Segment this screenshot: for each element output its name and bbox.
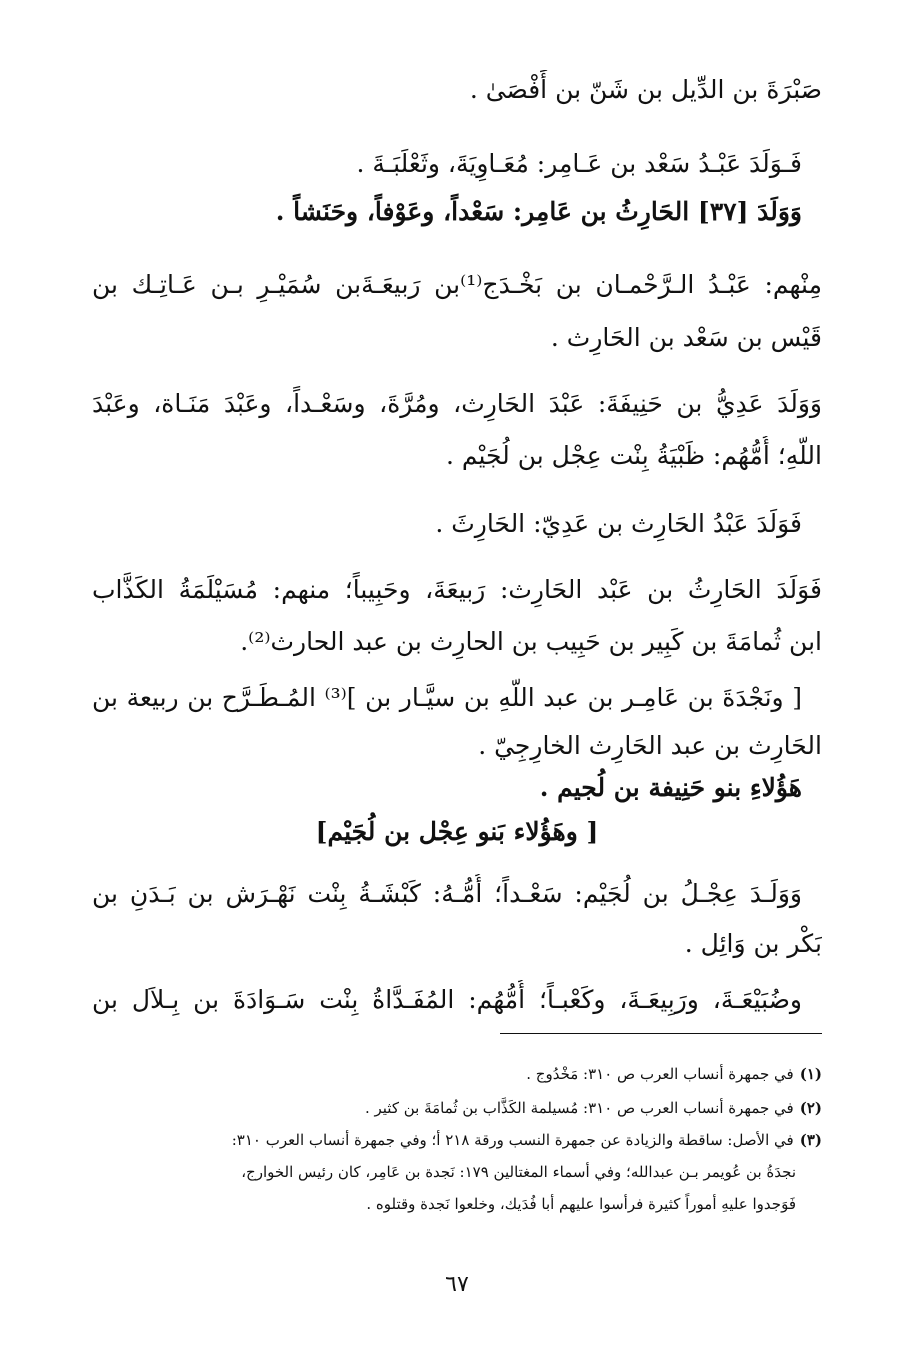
- text-line-11: [ ونَجْدَةَ بن عَامِـر بن عبد اللّهِ بن سيَّـار بن ]⁽³⁾ المُـطَـرَّح بن ربيعة بن: [92, 683, 802, 712]
- text-line-5: قَيْس بن سَعْد بن الحَارِث .: [550, 323, 822, 352]
- text-line-17: وضُبَيْعَـةَ، ورَبِيعَـةَ، وكَعْبـاً؛ أُمُّهُم: المُفَـدَّاةُ بِنْت سَـوَادَةَ بن بِـلاَل بن: [92, 985, 802, 1014]
- text-line-6: وَوَلَدَ عَدِيُّ بن حَنِيفَةَ: عَبْدَ الحَارِث، ومُرَّةَ، وسَعْـداً، وعَبْدَ مَنَـاة، وعَبْدَ: [92, 389, 822, 418]
- text-line-9: فَوَلَدَ الحَارِثُ بن عَبْد الحَارِث: رَبيعَةَ، وحَبِيباً؛ منهم: مُسَيْلَمَةُ الكَذَّاب: [92, 575, 822, 604]
- text-line-3: وَوَلَدَ [٣٧] الحَارِثُ بن عَامِر: سَعْداً، وعَوْفاً، وحَنَشاً .: [275, 197, 802, 226]
- footnote-3: [92, 1128, 822, 1152]
- text-line-12: الحَارِث بن عبد الحَارِث الخارِجِيّ .: [478, 731, 822, 760]
- footnote-text: نجدَةُ بن عُويمر بـن عبدالله؛ وفي أسماء المغتالين ١٧٩: نَجدة بن عَامِر، كان رئيس الخوارج،: [241, 1163, 796, 1181]
- footnote-text: فَوَجدوا عليهِ أموراً كثيرة فرأسوا عليهم أبا فُدَيك، وخلعوا نَجدة وقتلوه .: [366, 1195, 796, 1213]
- text-line-7: اللّهِ؛ أُمُّهُم: ظَبْيَةُ بِنْت عِجْل بن لُجَيْم .: [445, 441, 822, 470]
- footnote-1: [92, 1062, 822, 1086]
- text-line-16: بَكْر بن وَائِل .: [684, 929, 822, 958]
- text-line-4: مِنْهم: عَبْـدُ الـرَّحْمـان بن بَخْـدَج⁽¹⁾بن رَبيعَـةَبن سُمَيْـرِ بـن عَـاتِـك بن: [92, 270, 822, 299]
- footnote-marker: (٢): [799, 1099, 822, 1117]
- footnote-2: [92, 1096, 822, 1120]
- footnote-separator: [500, 1033, 822, 1034]
- section-closing: هَؤُلاءِ بنو حَنِيفة بن لُجيم .: [539, 773, 802, 802]
- text-line-15: وَوَلَـدَ عِجْـلُ بن لُجَيْم: سَعْـداً؛ أُمُّـهُ: كَبْشَـةُ بِنْت نَهْـرَش بن بَـدَنِ بن: [92, 879, 802, 908]
- section-heading: [ وهَؤُلاء بَنو عِجْل بن لُجَيْم]: [315, 817, 599, 846]
- footnote-text: في الأصل: ساقطة والزيادة عن جمهرة النسب ورقة ٢١٨ أ؛ وفي جمهرة أنساب العرب ٣١٠:: [231, 1131, 794, 1149]
- footnote-3-continued: [92, 1160, 796, 1184]
- footnote-text: في جمهرة أنساب العرب ص ٣١٠: مُسيلمة الكَذَّاب بن ثُمامَةَ بن كثير .: [364, 1099, 794, 1117]
- footnote-marker: (٣): [799, 1131, 822, 1149]
- text-line-8: فَوَلَدَ عَبْدُ الحَارِث بن عَدِيّ: الحَارِثَ .: [435, 509, 802, 538]
- page-number: ٦٧: [445, 1272, 469, 1297]
- text-line-1: صَبْرَةَ بن الدِّيل بن شَنّ بن أَفْصَىٰ .: [469, 75, 822, 104]
- text-line-2: فَـوَلَدَ عَبْـدُ سَعْد بن عَـامِر: مُعَـاوِيَةَ، وثَعْلَبَـةَ .: [356, 149, 802, 178]
- footnote-3-continued: [92, 1192, 796, 1216]
- footnote-marker: (١): [799, 1065, 822, 1083]
- text-line-10: ابن ثُمامَةَ بن كَبِير بن حَبِيب بن الحارِث بن عبد الحارث⁽²⁾.: [240, 627, 822, 656]
- footnote-text: في جمهرة أنساب العرب ص ٣١٠: مَخْدُوج .: [526, 1065, 794, 1083]
